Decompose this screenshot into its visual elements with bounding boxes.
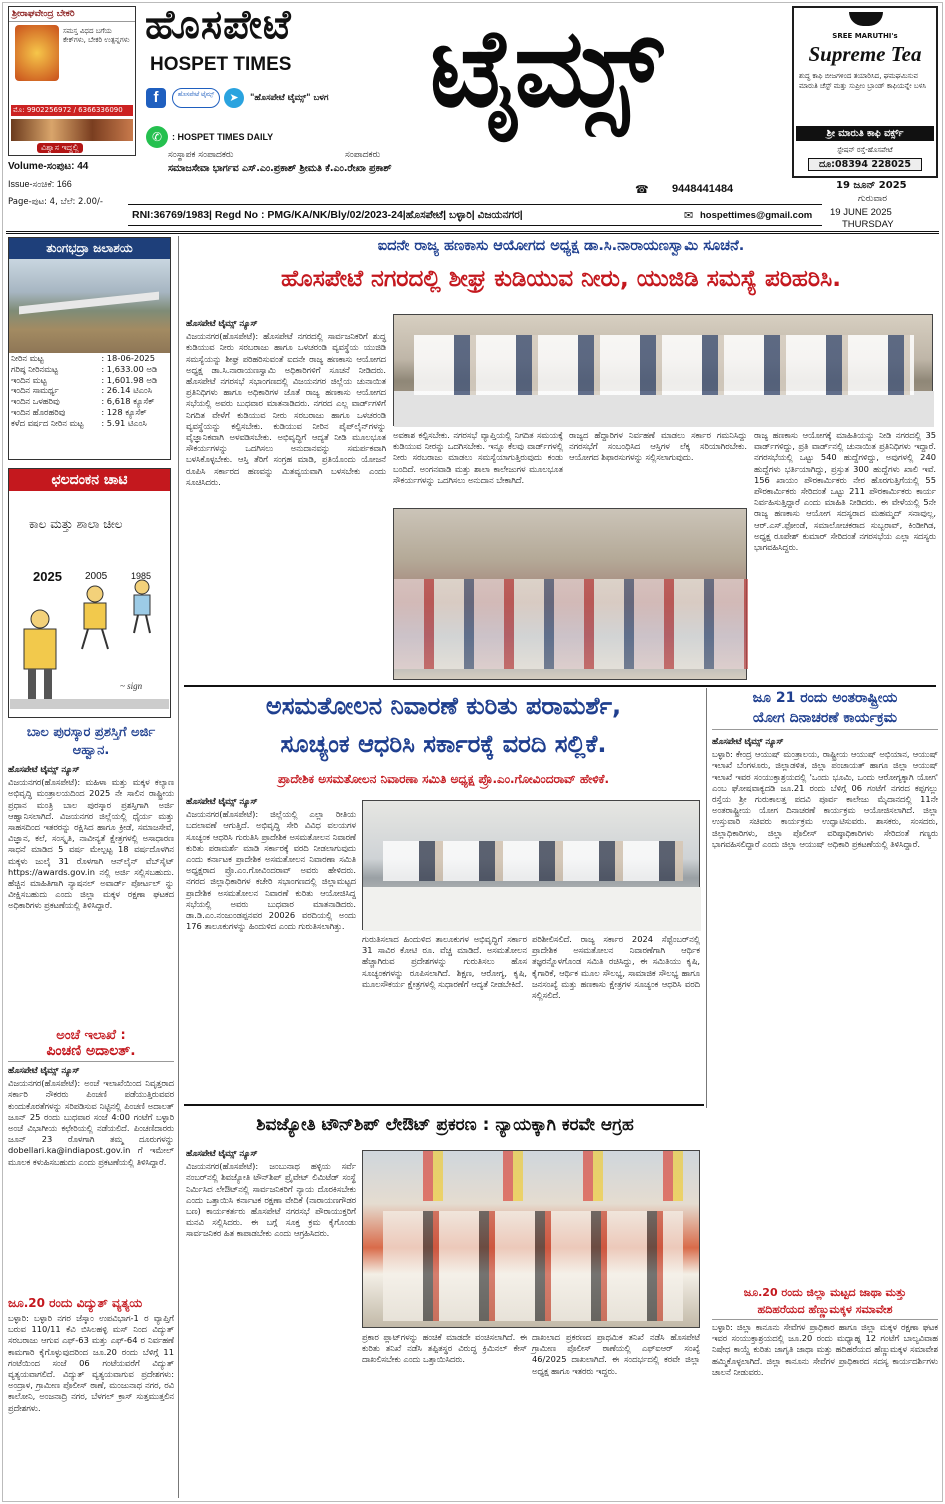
award-story (8, 724, 174, 914)
dam-key: ಇಂದಿನ ಸಾಮರ್ಥ್ಯ (11, 385, 59, 396)
lead-col2-text: ಅವಕಾಶ ಕಲ್ಪಿಸಬೇಕು. ನಗರಸಭೆ ವ್ಯಾಪ್ತಿಯಲ್ಲಿ ನಿಗದಿತ ಸಮಯಕ್ಕೆ ಕುಡಿಯುವ ನೀರನ್ನು ಒದಗಿಸಬೇಕು. ಇನ್ನೂ ಕೆಲವು ವಾರ್ಡ್‌ಗಳಲ್ಲಿ ನೀರು ಸರಬರಾಜು ಮಾಡಲು ಸಮಸ್ಯೆಯಾಗುತ್ತಿರುವುದು ಕಂಡು ಬಂದಿದೆ. ಅಂಗನವಾಡಿ ಮತ್ತು ಶಾಲಾ ಕಾಲೇಜುಗಳ ಮೂಲಭೂತ ಸೌಕರ್ಯಗಳನ್ನು ಒದಗಿಸಲು ಅನುದಾನ ಬೇಕಾಗಿದೆ. (393, 430, 563, 485)
dam-value: : 128 ಕ್ಯೂಸೆಕ್ (101, 406, 147, 417)
dam-key: ಇಂದಿನ ಹೊರಹರಿವು (11, 406, 66, 417)
dam-structure (19, 292, 159, 315)
lead-byline: ಹೊಸಪೇಟೆ ಟೈಮ್ಸ್ ನ್ಯೂಸ್ (186, 318, 258, 328)
bakery-ad (8, 6, 136, 156)
inequality-headline-2: ಸೂಚ್ಯಂಕ ಆಧರಿಸಿ ಸರ್ಕಾರಕ್ಕೆ ವರದಿ ಸಲ್ಲಿಕೆ. (280, 730, 607, 758)
masthead-rule (6, 231, 939, 234)
bakery-cakes (11, 119, 133, 141)
tea-works: ಶ್ರೀ ಮಾರುತಿ ಕಾಫಿ ವರ್ಕ್ಸ್ (796, 126, 934, 141)
lead-col1 (186, 318, 386, 490)
yoga-title-2: ಯೋಗ ದಿನಾಚರಣೆ ಕಾರ್ಯಕ್ರಮ (712, 710, 938, 730)
cartoon-child-1985 (134, 580, 150, 633)
post-text: ವಿಜಯನಗರ(ಹೊಸಪೇಟೆ): ಅಂಚೆ ಇಲಾಖೆಯಿಂದ ನಿವೃತ್ತರಾದ ಸರ್ಕಾರಿ ನೌಕರರು ಪಿಂಚಣಿ ಪಡೆಯುತ್ತಿರುವವರ ಕುಂದುಕೊರತೆಗಳನ್ನು ಸರಿಪಡಿಸುವ ನಿಟ್ಟಿನಲ್ಲಿ ಪಿಂಚಣಿ ಅದಾಲತ್ ಜೂನ್ 25 ರಂದು ಬುಧವಾರ ಸಂಜೆ 4:00 ಗಂಟೆಗೆ ಬಳ್ಳಾರಿ ಅಂಚೆ ವಿಭಾಗೀಯ ಕಛೇರಿಯಲ್ಲಿ ನಡೆಯಲಿದೆ. ಪಿಂಚಣಿದಾರರು ಜೂನ್ 23 ರೊಳಗಾಗಿ ತಮ್ಮ ದೂರುಗಳನ್ನು dobellari.ka@indiapost.gov.in ಗೆ ಇಮೇಲ್ ಮೂಲಕ ಕಳುಹಿಸಬಹುದು ಎಂದು ಪ್ರಕಟಣೆಯಲ್ಲಿ ತಿಳಿಸಿದ್ದಾರೆ. (8, 1078, 174, 1167)
inequality-photo-table (363, 887, 701, 931)
township-photo-flags (363, 1151, 701, 1201)
inequality-col1-text: ವಿಜಯನಗರ(ಹೊಸಪೇಟೆ): ಜಿಲ್ಲೆಯಲ್ಲಿ ಎಲ್ಲಾ ರೀತಿಯ ಬದಲಾವಣೆ ಆಗುತ್ತಿದೆ. ಅಭಿವೃದ್ಧಿ ಸೇರಿ ವಿವಿಧ ವಲಯಗಳ ಸೂಚ್ಯಂಕ ಆಧರಿಸಿ ಗುರುತಿಸಿ ಪ್ರಾದೇಶಿಕ ಅಸಮತೋಲನ ನಿವಾರಣೆ ಕುರಿತು ಪರಾಮರ್ಶೆ ಮಾಡಿ ಸರ್ಕಾರಕ್ಕೆ ವರದಿ ನೀಡಲಾಗುವುದು ಎಂದು ಕರ್ನಾಟಕ ಪ್ರಾದೇಶಿಕ ಅಸಮತೋಲನ ನಿವಾರಣಾ ಸಮಿತಿ ಅಧ್ಯಕ್ಷರಾದ ಪ್ರೊ.ಎಂ.ಗೋವಿಂದರಾವ್ ಅವರು ಹೇಳಿದರು. ನಗರದ ಜಿಲ್ಲಾಧಿಕಾರಿಗಳ ಕಚೇರಿ ಸಭಾಂಗಣದಲ್ಲಿ ಜಿಲ್ಲಾಮಟ್ಟದ ಪ್ರಾದೇಶಿಕ ಅಸಮತೋಲನ ನಿವಾರಣೆ ಕುರಿತು ಆಯೋಜಿಸಿದ್ದ ಸಭೆಯಲ್ಲಿ ಅವರು ಬುಧವಾರ ಮಾತನಾಡಿದರು. ಡಾ.ಡಿ.ಎಂ.ನಂಜುಂಡಪ್ಪನವರ 20026 ವರದಿಯಲ್ಲಿ ಅಂದು 176 ತಾಲೂಕುಗಳನ್ನು ಹಿಂದುಳಿದ ಎಂದು ಗುರುತಿಸಲಾಗಿತ್ತು. (186, 809, 356, 932)
award-text: ವಿಜಯನಗರ(ಹೊಸಪೇಟೆ): ಮಹಿಳಾ ಮತ್ತು ಮಕ್ಕಳ ಕಲ್ಯಾಣ ಅಭಿವೃದ್ಧಿ ಮಂತ್ರಾಲಯದಿಂದ 2025 ನೇ ಸಾಲಿನ ರಾಷ್ಟ್ರೀಯ ಪ್ರಧಾನ ಮಂತ್ರಿ ಬಾಲ ಪುರಸ್ಕಾರ ಪ್ರಶಸ್ತಿಗಾಗಿ ಅರ್ಜಿ ಆಹ್ವಾನಿಸಲಾಗಿದೆ. ವಿಜಯನಗರ ಜಿಲ್ಲೆಯಲ್ಲಿ ಧೈರ್ಯ ಮತ್ತು ಸಾಹಸದಿಂದ ಇತರರನ್ನು ರಕ್ಷಿಸಿದ ಹಾಗೂ ಕ್ರೀಡೆ, ಸಮಾಜಸೇವೆ, ವಿಜ್ಞಾನ, ಕಲೆ, ಸಂಸ್ಕೃತಿ, ನಾವೀನ್ಯತೆ ಕ್ಷೇತ್ರಗಳಲ್ಲಿ ಅಸಾಧಾರಣ ಸಾಧನೆ ಮಾಡಿದ 5 ವರ್ಷ ಮೇಲ್ಪಟ್ಟ 18 ವರ್ಷದೊಳಗಿನ ಮಕ್ಕಳು ಜುಲೈ 31 ರೊಳಗಾಗಿ ಆನ್‌ಲೈನ್ ವೆಬ್‌ಸೈಟ್ https://awards.gov.in ನಲ್ಲಿ ಅರ್ಜಿ ಸಲ್ಲಿಸಬಹುದು. ಹೆಚ್ಚಿನ ಮಾಹಿತಿಗಾಗಿ ನ್ಯಾಷನಲ್ ಅವಾರ್ಡ್ ಪೋರ್ಟಲ್ ನ್ನು ವೀಕ್ಷಿಸಬಹುದು ಎಂದು ಜಿಲ್ಲಾ ಮಕ್ಕಳ ರಕ್ಷಣಾ ಘಟಕದ ಅಧಿಕಾರಿಗಳು ಪ್ರಕಟಣೆಯಲ್ಲಿ ತಿಳಿಸಿದ್ದಾರೆ. (8, 777, 174, 911)
tea-address: ಸ್ಟೇಷನ್ ರಸ್ತೆ-ಹೊಸಪೇಟೆ (837, 146, 893, 154)
dam-value: : 26.14 ಟಿಎಂಸಿ (101, 385, 152, 396)
post-kicker: ಅಂಚೆ ಇಲಾಖೆ : (56, 1028, 126, 1043)
inequality-col2 (362, 934, 527, 992)
dam-value: : 6,618 ಕ್ಯೂಸೆಕ್ (101, 396, 155, 407)
dam-value: : 5.91 ಟಿಎಂಸಿ (101, 417, 147, 428)
cartoon-child-2005 (82, 586, 108, 649)
child-marriage-text: ಬಳ್ಳಾರಿ: ಜಿಲ್ಲಾ ಕಾನೂನು ಸೇವೆಗಳ ಪ್ರಾಧಿಕಾರ ಹಾಗೂ ಜಿಲ್ಲಾ ಮಕ್ಕಳ ರಕ್ಷಣಾ ಘಟಕ ಇವರ ಸಂಯುಕ್ತಾಶ್ರಯದಲ್ಲಿ ಜೂ.20 ರಂದು ಮಧ್ಯಾಹ್ನ 12 ಗಂಟೆಗೆ ಬಾಲ್ಯವಿವಾಹ ನಿಷೇಧ ಕಾಯ್ದೆ ಕುರಿತು ಜಾಗೃತಿ ಜಾಥಾ ಮತ್ತು ಹದಿಹರೆಯದ ಹೆಣ್ಣುಮಕ್ಕಳ ಸಮಾವೇಶ ಹಮ್ಮಿಕೊಳ್ಳಲಾಗಿದೆ. ಜಿಲ್ಲಾ ಕಾನೂನು ಸೇವೆಗಳ ಪ್ರಾಧಿಕಾರದ ಸದಸ್ಯ ಕಾರ್ಯದರ್ಶಿಗಳು ಚಾಲನೆ ನೀಡುವರು. (712, 1322, 938, 1377)
bakery-ad-tag: ವಿಶ್ವಾಸ ಇದ್ದಲ್ಲಿ (37, 143, 83, 153)
inequality-photo (362, 800, 700, 930)
dam-table (9, 353, 170, 429)
dam-key: ಗರಿಷ್ಠ ನೀರಿನಮಟ್ಟ (11, 363, 59, 374)
power-text: ಬಳ್ಳಾರಿ: ಬಳ್ಳಾರಿ ನಗರ ಜೆಸ್ಕಾಂ ಉಪವಿಭಾಗ-1 ರ ವ್ಯಾಪ್ತಿಗೆ ಬರುವ 110/11 ಕೆವಿ ಬಿಸಿಲಹಳ್ಳಿ ಮಸ್ ನಿಂದ ವಿದ್ಯುತ್ ಸರಬರಾಜು ಆಗುವ ಎಫ್-63 ಮತ್ತು ಎಫ್-64 ರ ನಿರ್ವಹಣೆ ಕಾಮಗಾರಿ ಕೈಗೊಳ್ಳುವುದರಿಂದ ಜೂ.20 ರಂದು ಬೆಳಿಗ್ಗೆ 11 ಗಂಟೆಯಿಂದ ಸಂಜೆ 06 ಗಂಟೆಯವರೆಗೆ ವಿದ್ಯುತ್ ವ್ಯತ್ಯಯವಾಗಲಿದೆ. ವಿದ್ಯುತ್ ವ್ಯತ್ಯಯವಾಗುವ ಪ್ರದೇಶಗಳು: ಅಂದ್ರಾಳ, ಗ್ರಾಮೀಣ ಪೊಲೀಸ್ ಠಾಣೆ, ಮಂಜುನಾಥ ನಗರ, ರವಿ ಕಾಲೋನಿ, ಅಂಜನಾದ್ರಿ ನಗರ, ಬೆಳಗಲ್ ಕ್ರಾಸ್ ಸುತ್ತಮುತ್ತಲಿನ ಪ್ರದೇಶಗಳು. (8, 1313, 174, 1413)
cartoon-caption: ಕಾಲ ಮತ್ತು ಶಾಲಾ ಚೀಲ (29, 517, 123, 531)
cartoon-title: ಛಲದಂಕನ ಚಾಟಿ (9, 469, 170, 491)
township-byline: ಹೊಸಪೇಟೆ ಟೈಮ್ಸ್ ನ್ಯೂಸ್ (186, 1148, 258, 1158)
tea-cup-icon (849, 12, 883, 26)
dam-photo (9, 259, 170, 353)
bakery-logo (15, 25, 59, 81)
township-photo (362, 1150, 700, 1328)
inequality-photo-panel (383, 841, 683, 881)
dam-row (9, 385, 170, 396)
lead-col1-text: ವಿಜಯನಗರ(ಹೊಸಪೇಟೆ): ಹೊಸಪೇಟೆ ನಗರದಲ್ಲಿ ಸಾರ್ವಜನಿಕರಿಗೆ ಶುದ್ಧ ಕುಡಿಯುವ ನೀರು ಸರಬರಾಜು ಹಾಗೂ ಒಳಚರಂಡಿ ವ್ಯವಸ್ಥೆಯ ಯುಜಿಡಿ ಸಮಸ್ಯೆಯನ್ನು ಶೀಘ್ರ ಪರಿಹರಿಸುವಂತೆ ಐದನೇ ರಾಜ್ಯ ಹಣಕಾಸು ಆಯೋಗದ ಅಧ್ಯಕ್ಷ ಡಾ.ಸಿ.ನಾರಾಯಣಸ್ವಾಮಿ ಅಧಿಕಾರಿಗಳಿಗೆ ಸೂಚನೆ ನೀಡಿದರು. ಹೊಸಪೇಟೆ ನಗರಸಭೆ ಸಭಾಂಗಣದಲ್ಲಿ ವಿಜಯನಗರ ಜಿಲ್ಲೆಯ ಚುನಾಯಿತ ಪ್ರತಿನಿಧಿಗಳು ಹಾಗೂ ಅಧಿಕಾರಿಗಳ ಜೊತೆ ರಾಜ್ಯ ಹಣಕಾಸು ಆಯೋಗದ ಸಭೆಯಲ್ಲಿ ಅವರು ಬುಧವಾರ ಮಾತನಾಡಿದರು. ನಗರದ ಎಲ್ಲ ವಾರ್ಡ್‌ಗಳಿಗೆ ನಿಗದಿತ ವೇಳೆಗೆ ಕುಡಿಯುವ ನೀರು ಸರಬರಾಜು ಹಾಗೂ ಒಳಚರಂಡಿ ವ್ಯವಸ್ಥೆಯನ್ನು ಕಲ್ಪಿಸಬೇಕು. ಕುಡಿಯುವ ನೀರಿನ ಪೈಪ್‌ಲೈನ್‌ಗಳನ್ನು ವೈಜ್ಞಾನಿಕವಾಗಿ ಅಳವಡಿಸಬೇಕು. ಅಭಿವೃದ್ಧಿಗೆ ಆದ್ಯತೆ ನೀಡಿ ಮೂಲಭೂತ ಸೌಕರ್ಯಗಳನ್ನು ಒದಗಿಸಲು ಅನುದಾನವನ್ನು ಸಮರ್ಪಕವಾಗಿ ಬಳಸಿಕೊಳ್ಳಬೇಕು. ಆಸ್ತಿ ತೆರಿಗೆ ಸಂಗ್ರಹ ಮಾಡಿ, ಪ್ರತಿಯೊಂದು ಯೋಜನೆ ರೂಪಿಸಿ ಸರ್ಕಾರದ ಹಣವನ್ನು ಮಿತವ್ಯಯವಾಗಿ ಬಳಸಬೇಕು ಎಂದು ಸೂಚಿಸಿದರು. (186, 331, 386, 487)
lead-photo-hall-rows (394, 579, 748, 669)
township-col1-text: ವಿಜಯನಗರ(ಹೊಸಪೇಟೆ): ಜಂಬುನಾಥ ಹಳ್ಳಿಯ ಸರ್ವೆ ನಂಬರ್‌ನಲ್ಲಿ ಶಿವಜ್ಯೋತಿ ಟೌನ್‌ಶಿಪ್ ಪ್ರೈವೇಟ್ ಲಿಮಿಟೆಡ್ ಸಂಸ್ಥೆ ನಿರ್ಮಿಸಿದ ಲೇಔಟ್‌ನಲ್ಲಿ ಸಾರ್ವಜನಿಕರಿಗೆ ನ್ಯಾಯ ದೊರಕಿಸಬೇಕು ಎಂದು ಒತ್ತಾಯಿಸಿ ಕರ್ನಾಟಕ ರಕ್ಷಣಾ ವೇದಿಕೆ (ನಾರಾಯಣಗೌಡರ ಬಣ) ಕಾರ್ಯಕರ್ತರು ಹೊಸಪೇಟೆ ನಗರಸಭೆ ಪೌರಾಯುಕ್ತರಿಗೆ ಮನವಿ ಸಲ್ಲಿಸಿದರು. ಈ ಬಗ್ಗೆ ಸೂಕ್ತ ಕ್ರಮ ಕೈಗೊಂಡು ಸಾರ್ವಜನಿಕರ ಹಿತ ಕಾಪಾಡಬೇಕು ಎಂದು ಆಗ್ರಹಿಸಿದರು. (186, 1161, 356, 1239)
lead-photo-meeting (393, 314, 933, 426)
lead-bottom-rule (184, 685, 936, 687)
email[interactable]: hospettimes@gmail.com (700, 210, 813, 221)
post-title: ಪಿಂಚಣಿ ಅದಾಲತ್. (8, 1043, 174, 1062)
day-kn: ಗುರುವಾರ (858, 194, 888, 204)
award-body (8, 764, 174, 912)
dam-key: ಇಂದಿನ ಮಟ್ಟ (11, 374, 47, 385)
volume: Volume-ಸಂಪುಟ: 44 (8, 161, 89, 172)
cartoon-ground (10, 699, 169, 709)
issue: Issue-ಸಂಚಿಕೆ: 166 (8, 179, 72, 189)
lead-headline: ಹೊಸಪೇಟೆ ನಗರದಲ್ಲಿ ಶೀಘ್ರ ಕುಡಿಯುವ ನೀರು, ಯುಜಿಡಿ ಸಮಸ್ಯೆ ಪರಿಹರಿಸಿ. (281, 266, 841, 292)
bakery-ad-title: ಶ್ರೀರಾಘವೇಂದ್ರ ಬೇಕರಿ (9, 7, 135, 22)
inequality-headline-1: ಅಸಮತೋಲನ ನಿವಾರಣೆ ಕುರಿತು ಪರಾಮರ್ಶೆ, (265, 692, 622, 720)
township-col1 (186, 1148, 356, 1242)
inequality-col3-text: ಪರಿಶೀಲಿಸಲಿದೆ. ರಾಜ್ಯ ಸರ್ಕಾರ 2024 ಸೆಪ್ಟೆಂಬರ್‌ನಲ್ಲಿ ಪ್ರಾದೇಶಿಕ ಅಸಮತೋಲನ ನಿವಾರಣೆಗಾಗಿ ಆರ್ಥಿಕ ತಜ್ಞರನ್ನೊಳಗೊಂಡ ಸಮಿತಿ ರಚಿಸಿದ್ದು, ಈ ಸಮಿತಿಯು ಕೃಷಿ, ಕೈಗಾರಿಕೆ, ಆರ್ಥಿಕ ಮೂಲ ಸೌಲಭ್ಯ, ಸಾಮಾಜಿಕ ಸೌಲಭ್ಯ ಹಾಗೂ ಜನಸಂಖ್ಯೆ ಮತ್ತು ಹಣಕಾಸು ಕ್ಷೇತ್ರಗಳ ಸೂಚ್ಯಂಕ ಆಧರಿಸಿ ವರದಿ ಸಲ್ಲಿಸಲಿದೆ. (532, 934, 700, 1001)
dam-box (8, 237, 171, 460)
tea-ad (792, 6, 938, 178)
dam-row (9, 364, 170, 375)
tea-brand: SREE MARUTHI's (832, 32, 898, 40)
inequality-col2-text: ಗುರುತಿಸಲಾದ ಹಿಂದುಳಿದ ತಾಲೂಕುಗಳ ಅಭಿವೃದ್ಧಿಗೆ ಸರ್ಕಾರ 31 ಸಾವಿರ ಕೋಟಿ ರೂ. ವೆಚ್ಚ ಮಾಡಿದೆ. ಅಸಮತೋಲನ ಹೆಚ್ಚಾಗಿರುವ ಪ್ರದೇಶಗಳನ್ನು ಗುರುತಿಸಲು ಹೊಸ ಸೂಚ್ಯಂಕಗಳನ್ನು ರೂಪಿಸಲಾಗಿದೆ. ಶಿಕ್ಷಣ, ಆರೋಗ್ಯ, ಕೃಷಿ, ಮೂಲಸೌಕರ್ಯ ಕ್ಷೇತ್ರಗಳಲ್ಲಿ ಸುಧಾರಣೆಗೆ ಆದ್ಯತೆ ನೀಡಬೇಕಿದೆ. (362, 934, 527, 989)
dam-row (9, 418, 170, 429)
inequality-col1 (186, 796, 356, 934)
yoga-body (712, 736, 938, 852)
date-en: 19 JUNE 2025 (830, 207, 892, 218)
lead-photo-people (414, 335, 914, 395)
post-story (8, 1028, 174, 1170)
dam-row (9, 396, 170, 407)
paper-big-title: ಟೈಮ್ಸ್ (430, 6, 661, 131)
tea-phone: ದೂ:08394 228025 (808, 158, 922, 171)
whatsapp-icon[interactable]: ✆ (146, 126, 168, 148)
yoga-title-1: ಜೂ 21 ರಂದು ಅಂತರಾಷ್ಟ್ರೀಯ (752, 690, 898, 706)
rni-bar (128, 204, 822, 226)
township-col2-text: ಪ್ರಕಾರ ಪ್ಲಾಟ್‌ಗಳನ್ನು ಹಂಚಿಕೆ ಮಾಡದೇ ವಂಚಿಸಲಾಗಿದೆ. ಈ ಕುರಿತು ತನಿಖೆ ನಡೆಸಿ ತಪ್ಪಿತಸ್ಥರ ವಿರುದ್ಧ ಕ್ರಿಮಿನಲ್ ಕೇಸ್ ದಾಖಲಿಸಬೇಕು ಎಂದು ಒತ್ತಾಯಿಸಿದರು. (362, 1332, 527, 1365)
tea-text: ಶುದ್ಧ ಕಾಫಿ ಬೀಜಗಳಿಂದ ತಯಾರಿಸಿದ, ಘಮಘಮಿಸುವ ಮಾರುತಿ ಚೆಸ್ಟ್ ಮತ್ತು ಸುಪ್ರೀಂ ಬ್ರಾಂಡ್ ಕಾಫಿಯನ್ನೇ ಬಳಸಿ (799, 72, 927, 90)
dam-title: ತುಂಗಭದ್ರಾ ಜಲಾಶಯ (9, 238, 170, 259)
post-byline: ಹೊಸಪೇಟೆ ಟೈಮ್ಸ್ ನ್ಯೂಸ್ (8, 1065, 80, 1075)
lead-col3 (569, 430, 747, 466)
dam-value: : 18-06-2025 (101, 353, 155, 363)
lead-col4 (754, 430, 936, 555)
award-title: ಬಾಲ ಪುರಸ್ಕಾರ ಪ್ರಶಸ್ತಿಗೆ ಅರ್ಜಿ ಆಹ್ವಾನ. (26, 725, 156, 758)
dam-key: ಕಳೆದ ವರ್ಷದ ನೀರಿನ ಮಟ್ಟ (11, 417, 84, 428)
dam-key: ಇಂದಿನ ಒಳಹರಿವು (11, 396, 60, 407)
tea-name: Supreme Tea (808, 42, 922, 66)
telegram-icon[interactable]: ➤ (224, 88, 244, 108)
post-body (8, 1065, 174, 1168)
child-marriage-title-2: ಹದಿಹರೆಯದ ಹೆಣ್ಣುಮಕ್ಕಳ ಸಮಾವೇಶ (712, 1303, 938, 1320)
township-col2 (362, 1332, 527, 1368)
child-marriage-body (712, 1322, 938, 1380)
dam-key: ನೀರಿನ ಮಟ್ಟ (11, 353, 44, 363)
bakery-ad-sub: ಸಮಸ್ತ ವಿಧದ ಬಗೆಯ ಕೇಕ್‌ಗಳು, ಬೇಕರಿ ಉತ್ಪನ್ನಗಳು (63, 27, 130, 44)
cartoon-year-2005: 2005 (85, 571, 108, 582)
paper-name-kn: ಹೊಸಪೇಟೆ (145, 2, 292, 48)
award-byline: ಹೊಸಪೇಟೆ ಟೈಮ್ಸ್ ನ್ಯೂಸ್ (8, 764, 80, 774)
township-col3-text: ದಾಖಲಾದ ಪ್ರಕರಣದ ಪ್ರಾಥಮಿಕ ತನಿಖೆ ನಡೆಸಿ ಹೊಸಪೇಟೆ ಗ್ರಾಮೀಣ ಪೊಲೀಸ್ ಠಾಣೆಯಲ್ಲಿ ಎಫ್‌ಐಆರ್ ಸಂಖ್ಯೆ 46/2025 ದಾಖಲಾಗಿದೆ. ಈ ಸಂದರ್ಭದಲ್ಲಿ ಕರವೇ ಜಿಲ್ಲಾ ಅಧ್ಯಕ್ಷ ಹಾಗೂ ಇತರರು ಇದ್ದರು. (532, 1332, 700, 1376)
cartoon-year-2025: 2025 (33, 569, 62, 584)
lead-kicker: ಐದನೇ ರಾಜ್ಯ ಹಣಕಾಸು ಆಯೋಗದ ಅಧ್ಯಕ್ಷ ಡಾ.ಸಿ.ನಾರಾಯಣಸ್ವಾಮಿ ಸೂಚನೆ. (377, 238, 745, 254)
cartoon-signature: ~ sign (120, 681, 143, 691)
inequality-col3 (532, 934, 700, 1003)
township-photo-people (383, 1211, 683, 1321)
lead-photo-table (394, 391, 934, 427)
phone-number: 9448441484 (672, 183, 734, 195)
yoga-byline: ಹೊಸಪೇಟೆ ಟೈಮ್ಸ್ ನ್ಯೂಸ್ (712, 736, 784, 746)
lead-col3-text: ರಾಜ್ಯದ ಹೆದ್ದಾರಿಗಳ ನಿರ್ವಹಣೆ ಮಾಡಲು ಸರ್ಕಾರ ಗಮನಿಸಿದ್ದು ನಗರಸಭೆಗೆ ಸಂಬಂಧಿಸಿದ ಆಸ್ತಿಗಳ ಲೆಕ್ಕ ಸರಿಯಾಗಿರಬೇಕು. ಆಯೋಗದ ಶಿಫಾರಸುಗಳನ್ನು ಸಲ್ಲಿಸಲಾಗುವುದು. (569, 430, 747, 463)
date-kn: 19 ಜೂನ್ 2025 (836, 180, 907, 191)
left-column-rule (178, 236, 179, 1498)
dam-value: : 1,633.00 ಅಡಿ (101, 363, 158, 374)
editor-label: ಸಂಪಾದಕರು (345, 150, 381, 160)
yoga-text: ಬಳ್ಳಾರಿ: ಕೇಂದ್ರ ಆಯುಷ್ ಮಂತ್ರಾಲಯ, ರಾಷ್ಟ್ರೀಯ ಆಯುಷ್ ಅಭಿಯಾನ, ಆಯುಷ್ ಇಲಾಖೆ ಬೆಂಗಳೂರು, ಜಿಲ್ಲಾಡಳಿತ, ಜಿಲ್ಲಾ ಪಂಚಾಯತ್ ಹಾಗೂ ಜಿಲ್ಲಾ ಆಯುಷ್ ಇಲಾಖೆ ಇವರ ಸಂಯುಕ್ತಾಶ್ರಯದಲ್ಲಿ 'ಒಂದು ಭೂಮಿ, ಒಂದು ಆರೋಗ್ಯಕ್ಕಾಗಿ ಯೋಗ' ಎಂಬ ಘೋಷವಾಕ್ಯದಡಿ ಜೂ.21 ರಂದು ಬೆಳಿಗ್ಗೆ 06 ಗಂಟೆಗೆ ನಗರದ ಕಪ್ಪಗಲ್ಲು ರಸ್ತೆಯ ಶ್ರೀ ಗುರುಕಾಲತ್ತ ಪದವಿ ಪೂರ್ವ ಕಾಲೇಜು ಮೈದಾನದಲ್ಲಿ 11ನೇ ಅಂತರಾಷ್ಟ್ರೀಯ ಯೋಗ ದಿನಾಚರಣೆ ಕಾರ್ಯಕ್ರಮ ಆಯೋಜಿಸಲಾಗಿದೆ. ಜಿಲ್ಲಾ ಉಸ್ತುವಾರಿ ಸಚಿವರು ಕಾರ್ಯಕ್ರಮ ಉದ್ಘಾಟಿಸುವರು. ಶಾಸಕರು, ಸಂಸದರು, ಜಿಲ್ಲಾಧಿಕಾರಿಗಳು, ಜಿಲ್ಲಾ ಪೊಲೀಸ್ ವರಿಷ್ಠಾಧಿಕಾರಿಗಳು ಸೇರಿದಂತೆ ಗಣ್ಯರು ಭಾಗವಹಿಸಲಿದ್ದಾರೆ ಎಂದು ಜಿಲ್ಲಾ ಆಯುಷ್ ಅಧಿಕಾರಿ ಪ್ರಕಟಣೆಯಲ್ಲಿ ತಿಳಿಸಿದ್ದಾರೆ. (712, 749, 938, 849)
cartoon-year-1985: 1985 (131, 571, 152, 581)
dam-row (9, 407, 170, 418)
page-badge-icon: ಹೊಸಪೇಟೆ ಟೈಮ್ಸ್ (172, 88, 220, 108)
inequality-kicker: ಪ್ರಾದೇಶಿಕ ಅಸಮತೋಲನ ನಿವಾರಣಾ ಸಮಿತಿ ಅಧ್ಯಕ್ಷ ಪ್ರೊ.ಎಂ.ಗೋವಿಂದರಾವ್ ಹೇಳಿಕೆ. (277, 772, 610, 786)
power-body (8, 1313, 174, 1414)
founder-label: ಸಂಸ್ಥಾಪಕ ಸಂಪಾದಕರು (168, 150, 234, 160)
bakery-ad-phone: ಮೊ: 9902256972 / 6366336090 (11, 105, 133, 116)
dam-row (9, 375, 170, 386)
dam-row (9, 353, 170, 364)
cartoon-child-2025 (24, 610, 56, 699)
rni-line: RNI:36769/1983| Regd No : PMG/KA/NK/Bly/02/2023-24|ಹೊಸಪೇಟೆ| ಬಳ್ಳಾರಿ| ವಿಜಯನಗರ| (132, 209, 523, 221)
township-headline: ಶಿವಜ್ಯೋತಿ ಟೌನ್‌ಶಿಪ್ ಲೇಔಟ್ ಪ್ರಕರಣ : ನ್ಯಾಯಕ್ಕಾಗಿ ಕರವೇ ಆಗ್ರಹ (256, 1115, 634, 1135)
facebook-icon[interactable]: f (146, 88, 166, 108)
cartoon-box (8, 468, 171, 718)
phone-icon: ☎ (635, 183, 649, 196)
mid-right-rule (706, 688, 707, 1108)
power-title: ಜೂ.20 ರಂದು ವಿದ್ಯುತ್ ವ್ಯತ್ಯಯ (8, 1296, 143, 1310)
child-marriage-title-1: ಜೂ.20 ರಂದು ಜಿಲ್ಲಾ ಮಟ್ಟದ ಜಾಥಾ ಮತ್ತು (743, 1286, 907, 1299)
facebook-group-text: "ಹೊಸಪೇಟೆ ಟೈಮ್ಸ್" ಬಳಗ (250, 93, 329, 103)
lead-photo-hall (393, 508, 747, 680)
mail-icon: ✉ (684, 209, 694, 222)
paper-name-en: HOSPET TIMES (150, 54, 292, 75)
pages-price: Page-ಪುಟ: 4, ಬೆಲೆ: 2.00/- (8, 197, 103, 207)
lead-col2 (393, 430, 563, 488)
inequality-bottom-rule (184, 1104, 704, 1106)
lead-col4-text: ರಾಜ್ಯ ಹಣಕಾಸು ಆಯೋಗಕ್ಕೆ ಮಾಹಿತಿಯನ್ನು ನೀಡಿ ನಗರದಲ್ಲಿ 35 ವಾರ್ಡ್‌ಗಳಿದ್ದು, ಪ್ರತಿ ವಾರ್ಡ್‌ನಲ್ಲಿ ಚುನಾಯಿತ ಪ್ರತಿನಿಧಿಗಳು ಇದ್ದಾರೆ. ನಗರಸಭೆಯಲ್ಲಿ ಒಟ್ಟು 540 ಹುದ್ದೆಗಳಿದ್ದು, ಅವುಗಳಲ್ಲಿ 240 ಹುದ್ದೆಗಳು ಭರ್ತಿಯಾಗಿದ್ದು, ಪ್ರಸ್ತುತ 300 ಹುದ್ದೆಗಳು ಖಾಲಿ ಇವೆ. 156 ಖಾಯಂ ಪೌರಕಾರ್ಮಿಕರು ನೇರ ಹೊರಗುತ್ತಿಗೆಯಲ್ಲಿ 55 ಪೌರಕಾರ್ಮಿಕರು ಸೇರಿದಂತೆ ಒಟ್ಟು 211 ಪೌರಕಾರ್ಮಿಕರು ಕಾರ್ಯ ನಿರ್ವಹಿಸುತ್ತಿದ್ದಾರೆ ಎಂದು ಮಾಹಿತಿ ನೀಡಿದರು. ಈ ವೇಳೆಯಲ್ಲಿ 5ನೇ ರಾಜ್ಯ ಹಣಕಾಸು ಆಯೋಗ ಸದಸ್ಯರಾದ ಮಹಮ್ಮದ್ ಸನಾವುಲ್ಲ, ಆರ್.ಎಸ್.ಫೋಂಡೆ, ಸಮಾಲೋಚಕರಾದ ಸುಬ್ಬರಾವ್, ಕಿಂಡೀಗಿಡ, ಅಧ್ಯಕ್ಷ ರೂಪೇಶ್ ಕುಮಾರ್ ಸೇರಿದಂತೆ ನಗರಸಭೆಯ ಎಲ್ಲಾ ಸದಸ್ಯರು ಭಾಗವಹಿಸಿದ್ದರು. (754, 430, 936, 553)
dam-value: : 1,601.98 ಅಡಿ (101, 374, 158, 385)
power-story (8, 1296, 174, 1416)
whatsapp-text: : HOSPET TIMES DAILY (172, 132, 274, 142)
inequality-byline: ಹೊಸಪೇಟೆ ಟೈಮ್ಸ್ ನ್ಯೂಸ್ (186, 796, 258, 806)
editors-line: ಸಮಾಜಸೇವಾ ಭಾರ್ಗವ ಎಸ್.ಎಂ.ಪ್ರಕಾಶ್ ಶ್ರೀಮತಿ ಕೆ.ಎಂ.ರೇಖಾ ಪ್ರಕಾಶ್ (168, 163, 392, 174)
day-en: THURSDAY (842, 219, 894, 230)
township-col3 (532, 1332, 700, 1379)
